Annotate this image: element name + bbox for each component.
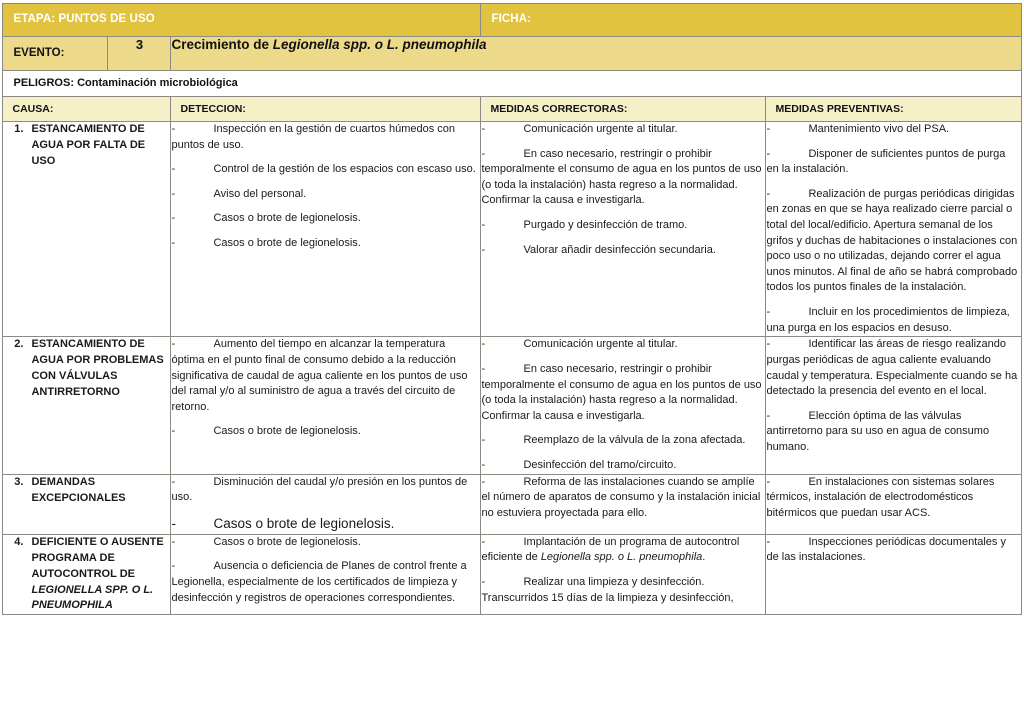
list-item: - Comunicación urgente al titular. — [481, 123, 678, 135]
peligros-label: PELIGROS: — [13, 77, 74, 89]
evento-number: 3 — [135, 37, 144, 52]
ficha-label: FICHA: — [491, 13, 532, 25]
list-item: - Mantenimiento vivo del PSA. — [766, 123, 950, 135]
list-item: - Casos o brote de legionelosis. — [171, 515, 395, 531]
column-header-preventivas-label: MEDIDAS PREVENTIVAS: — [775, 103, 904, 115]
list-item: - Purgado y desinfección de tramo. — [481, 219, 688, 232]
causa-label: ESTANCAMIENTO DE AGUA POR PROBLEMAS CON VÁLVULAS ANTIRRETORNO — [31, 338, 164, 399]
cell-preventivas — [766, 122, 1021, 337]
causa-label-species: LEGIONELLA SPP. O L. PNEUMOPHILA — [31, 583, 154, 612]
column-header-correctoras — [481, 97, 766, 122]
list-item: - Reemplazo de la válvula de la zona afectada. — [481, 434, 746, 447]
list-item: - Casos o brote de legionelosis. — [171, 237, 361, 250]
cell-deteccion — [171, 122, 481, 337]
etapa-cell — [3, 4, 481, 37]
cell-correctoras — [481, 122, 766, 337]
list-item: - Aumento del tiempo en alcanzar la temperatura óptima en el punto final de consumo debido a la reducción significativa de caudal de agua caliente en los puntos de uso del ramal y/o al suministro de agua a través del circuito de retorno. — [171, 338, 468, 413]
etapa-label: ETAPA: PUNTOS DE USO — [13, 13, 155, 25]
list-item: - Valorar añadir desinfección secundaria. — [481, 243, 716, 256]
list-item: - Comunicación urgente al titular. — [481, 338, 678, 351]
list-item: - Elección óptima de las válvulas antirretorno para su uso en agua de consumo humano. — [766, 409, 990, 453]
evento-title-cell — [171, 37, 1021, 71]
list-item: - En instalaciones con sistemas solares térmicos, instalación de electrodomésticos bitérmicos que puedan usar ACS. — [766, 475, 995, 519]
list-item: - Ausencia o deficiencia de Planes de control frente a Legionella, especialmente de los certificados de limpieza y desinfección y registros de operaciones correspondientes. — [171, 560, 467, 604]
list-item: - Disponer de suficientes puntos de purga en la instalación. — [766, 147, 1006, 176]
list-item: - Casos o brote de legionelosis. — [171, 425, 361, 438]
hazard-control-sheet — [2, 3, 1021, 615]
evento-label-cell — [3, 37, 108, 71]
list-item: - Control de la gestión de los espacios con escaso uso. — [171, 163, 476, 176]
list-item: - Realizar una limpieza y desinfección. Transcurridos 15 días de la limpieza y desinfección, — [481, 575, 734, 604]
causa-label: DEMANDAS EXCEPCIONALES — [31, 475, 126, 504]
list-item: - Inspección en la gestión de cuartos húmedos con puntos de uso. — [171, 123, 456, 151]
cell-causa — [3, 534, 171, 615]
list-item: - En caso necesario, restringir o prohibir temporalmente el consumo de agua en los puntos de uso (o toda la instalación) hasta regreso a la normalidad. Confirmar la causa e investigarla. — [481, 362, 762, 422]
peligros-band-row — [3, 71, 1021, 97]
cell-deteccion — [171, 474, 481, 534]
cell-preventivas — [766, 337, 1021, 474]
table-row — [3, 474, 1021, 534]
list-item: - Incluir en los procedimientos de limpieza, una purga en los espacios en desuso. — [766, 306, 1010, 334]
column-header-row — [3, 97, 1021, 122]
cell-deteccion — [171, 337, 481, 474]
etapa-band-row — [3, 4, 1021, 37]
list-item: - Identificar las áreas de riesgo realizando purgas periódicas de agua caliente evaluando caudal y temperatura. Especialmente cuando se ha detectado la presencia del evento en el local. — [766, 338, 1018, 398]
column-header-deteccion-label: DETECCION: — [180, 103, 246, 115]
list-item: - Reforma de las instalaciones cuando se amplíe el número de aparatos de consumo y la instalación inicial no estuviera proyectada para ello. — [481, 475, 761, 519]
evento-number-cell — [108, 37, 171, 71]
list-item: - Desinfección del tramo/circuito. — [481, 458, 677, 471]
causa-number: 3. — [14, 475, 24, 488]
cell-preventivas — [766, 534, 1021, 615]
evento-band-row — [3, 37, 1021, 71]
causa-label: DEFICIENTE O AUSENTE PROGRAMA DE AUTOCONTROL DE LEGIONELLA SPP. O L. PNEUMOPHILA — [31, 535, 164, 612]
column-header-deteccion — [171, 97, 481, 122]
cell-correctoras — [481, 337, 766, 474]
cell-preventivas — [766, 474, 1021, 534]
list-item: - Realización de purgas periódicas dirigidas en zonas en que se haya realizado cierre parcial o total del local/edificio. Apertura semanal de los grifos y duchas de habitaciones o instalaciones con poco uso o no utilizadas, dejando correr el agua unos minutos. Al final de año se habrá comprobado todos los puntos finales de la instalación. — [766, 187, 1018, 294]
causa-number: 2. — [14, 338, 24, 351]
evento-title-species: Legionella spp. o L. pneumophila — [272, 37, 487, 52]
cell-deteccion — [171, 534, 481, 615]
column-header-correctoras-label: MEDIDAS CORRECTORAS: — [490, 103, 628, 115]
cell-causa — [3, 474, 171, 534]
list-item: - Implantación de un programa de autocontrol eficiente de Legionella spp. o L. pneumophila. — [481, 535, 740, 564]
cell-correctoras — [481, 534, 766, 615]
ficha-cell — [481, 4, 1021, 37]
column-header-causa-label: CAUSA: — [12, 103, 54, 115]
correctoras-species: Legionella spp. o L. pneumophila — [540, 551, 703, 564]
table-row — [3, 122, 1021, 337]
table-row — [3, 337, 1021, 474]
peligros-text — [3, 71, 1020, 89]
list-item: - Aviso del personal. — [171, 187, 307, 200]
cell-correctoras — [481, 474, 766, 534]
list-item: - En caso necesario, restringir o prohibir temporalmente el consumo de agua en los puntos de uso (o toda la instalación) hasta regreso a la normalidad. Confirmar la causa e investigarla. — [481, 147, 762, 207]
list-item: - Casos o brote de legionelosis. — [171, 535, 361, 548]
peligros-value: Contaminación microbiológica — [77, 77, 238, 89]
peligros-cell — [3, 71, 1021, 97]
column-header-causa — [3, 97, 171, 122]
evento-label: EVENTO: — [13, 47, 65, 59]
list-item: - Inspecciones periódicas documentales y de las instalaciones. — [766, 535, 1006, 564]
list-item: - Casos o brote de legionelosis. — [171, 212, 361, 225]
cell-causa — [3, 122, 171, 337]
causa-number: 4. — [14, 535, 24, 548]
evento-title-prefix: Crecimiento de — [171, 37, 273, 52]
causa-label: ESTANCAMIENTO DE AGUA POR FALTA DE USO — [31, 123, 146, 167]
cell-causa — [3, 337, 171, 474]
table-row — [3, 534, 1021, 615]
causa-number: 1. — [14, 123, 24, 135]
list-item: - Disminución del caudal y/o presión en los puntos de uso. — [171, 475, 468, 504]
column-header-preventivas — [766, 97, 1021, 122]
